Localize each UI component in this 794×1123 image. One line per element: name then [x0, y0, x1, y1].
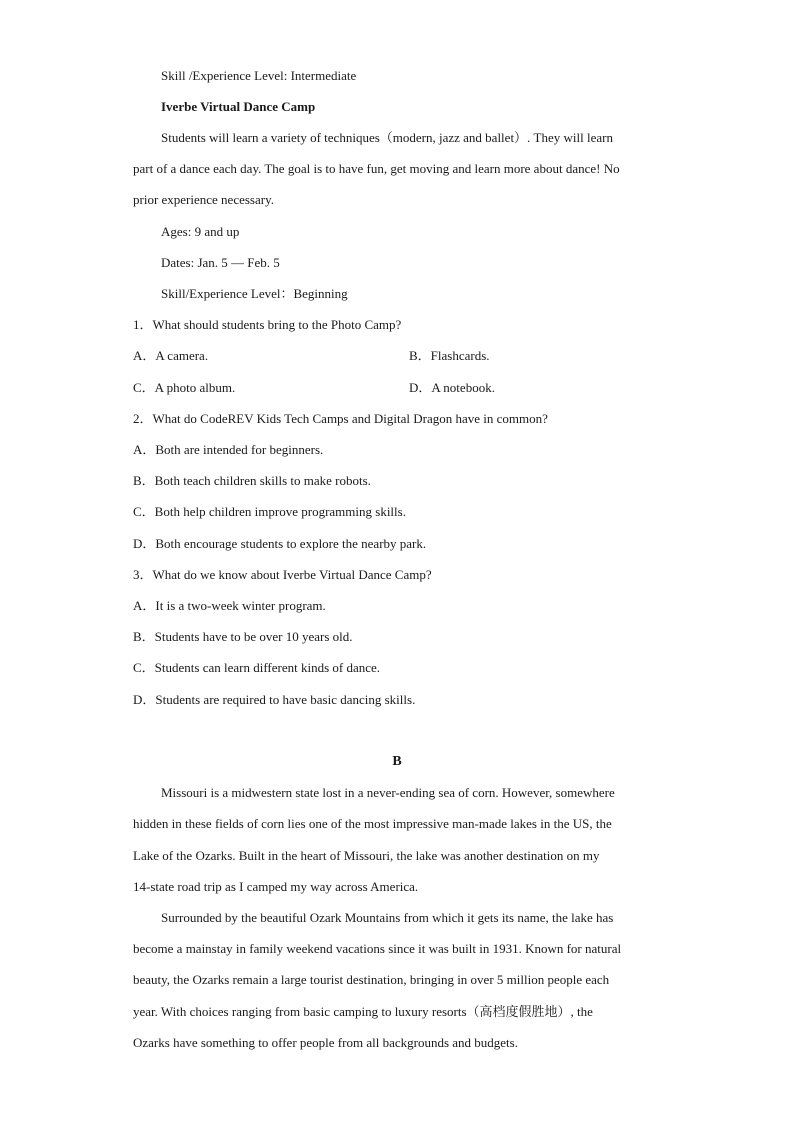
question-3-option-d: D．Students are required to have basic dancing skills.	[133, 692, 416, 707]
question-2-option-b: B．Both teach children skills to make robots.	[133, 473, 371, 488]
dance-camp-title: Iverbe Virtual Dance Camp	[161, 99, 316, 114]
passage-line: Missouri is a midwestern state lost in a never-ending sea of corn. However, somewhere	[161, 785, 615, 800]
previous-camp-level: Skill /Experience Level: Intermediate	[161, 68, 357, 83]
section-heading: B	[392, 754, 402, 769]
question-1-option-a: A．A camera.	[133, 348, 209, 363]
passage-line: become a mainstay in family weekend vacations since it was built in 1931. Known for natural	[133, 941, 622, 956]
question-3-option-b: B．Students have to be over 10 years old.	[133, 629, 353, 644]
passage-line: 14-state road trip as I camped my way across America.	[133, 879, 419, 894]
question-2-option-c: C．Both help children improve programming skills.	[133, 504, 406, 519]
question-1-stem: 1．What should students bring to the Photo Camp?	[133, 317, 402, 332]
question-3-option-a: A．It is a two-week winter program.	[133, 598, 326, 613]
question-1-option-d: D．A notebook.	[409, 380, 495, 395]
passage-line: Ozarks have something to offer people from all backgrounds and budgets.	[133, 1035, 518, 1050]
question-1-option-b: B．Flashcards.	[409, 348, 490, 363]
question-1-option-c: C．A photo album.	[133, 380, 236, 395]
dance-camp-ages: Ages: 9 and up	[161, 224, 240, 239]
question-2-option-d: D．Both encourage students to explore the nearby park.	[133, 536, 427, 551]
question-3-option-c: C．Students can learn different kinds of dance.	[133, 660, 381, 675]
passage-line: Lake of the Ozarks. Built in the heart of Missouri, the lake was another destination on my	[133, 848, 600, 863]
passage-line: hidden in these fields of corn lies one of the most impressive man-made lakes in the US, the	[133, 816, 612, 831]
dance-camp-level: Skill/Experience Level：Beginning	[161, 286, 348, 301]
dance-camp-description-line: part of a dance each day. The goal is to have fun, get moving and learn more about dance! No	[133, 161, 620, 176]
question-2-option-a: A．Both are intended for beginners.	[133, 442, 324, 457]
dance-camp-description-line: prior experience necessary.	[133, 192, 274, 207]
question-2-stem: 2．What do CodeREV Kids Tech Camps and Digital Dragon have in common?	[133, 411, 548, 426]
dance-camp-description-line: Students will learn a variety of techniques（modern, jazz and ballet）. They will learn	[161, 130, 613, 145]
question-3-stem: 3．What do we know about Iverbe Virtual Dance Camp?	[133, 567, 432, 582]
passage-line: beauty, the Ozarks remain a large tourist destination, bringing in over 5 million people each	[133, 972, 610, 987]
passage-line: year. With choices ranging from basic camping to luxury resorts（高档度假胜地）, the	[133, 1004, 593, 1019]
dance-camp-dates: Dates: Jan. 5 — Feb. 5	[161, 255, 280, 270]
passage-line: Surrounded by the beautiful Ozark Mountains from which it gets its name, the lake has	[161, 910, 614, 925]
